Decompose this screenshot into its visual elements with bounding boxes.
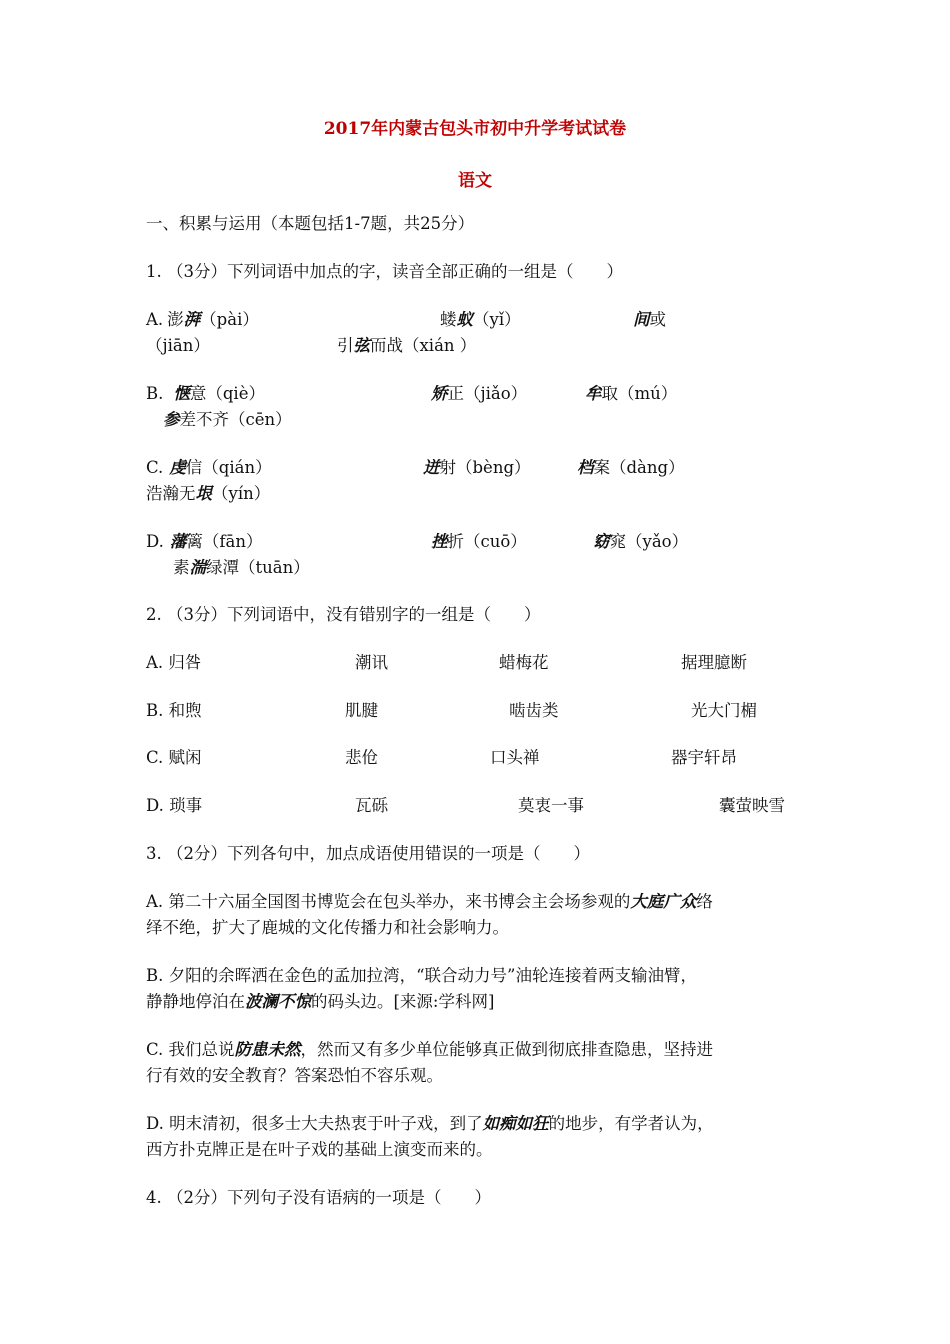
q2-option-c-4: 器宇轩昂 bbox=[671, 748, 737, 767]
q1-option-a-line1: A. 澎湃（pài） bbox=[146, 310, 259, 329]
q2-option-b-4: 光大门楣 bbox=[691, 701, 757, 720]
q1-option-b-word3: 牟取（mú） bbox=[585, 384, 678, 403]
q2-option-b-3: 啮齿类 bbox=[509, 701, 559, 720]
q3-option-a-line1: A. 第二十六届全国图书博览会在包头举办，来书博会主会场参观的大庭广众络 bbox=[146, 892, 713, 911]
q2-option-d-3: 莫衷一事 bbox=[518, 796, 584, 815]
q3-option-d-line2: 西方扑克牌正是在叶子戏的基础上演变而来的。 bbox=[146, 1140, 493, 1159]
q1-option-a-word4: 引弦而战（xián ） bbox=[337, 336, 477, 355]
q2-option-c-2: 悲伧 bbox=[345, 748, 378, 767]
page-subtitle: 语文 bbox=[458, 171, 492, 191]
q2-option-d-2: 瓦砾 bbox=[355, 796, 388, 815]
q2-option-a-4: 据理臆断 bbox=[681, 653, 747, 672]
q1-option-d-word3: 窈窕（yǎo） bbox=[593, 532, 689, 551]
q2-option-a-3: 蜡梅花 bbox=[499, 653, 549, 672]
q1-option-d-line2: 素湍绿潭（tuān） bbox=[173, 558, 310, 577]
q1-option-d-word2: 挫折（cuō） bbox=[431, 532, 527, 551]
q3-option-c-line2: 行有效的安全教育？答案恐怕不容乐观。 bbox=[146, 1066, 443, 1085]
q3-option-c-line1: C. 我们总说防患未然，然而又有多少单位能够真正做到彻底排查隐患，坚持进 bbox=[146, 1040, 714, 1059]
section-heading: 一、积累与运用（本题包括1-7题，共25分） bbox=[146, 214, 475, 233]
q2-option-a-1: A. 归咎 bbox=[146, 653, 202, 672]
q1-option-d-line1: D. 藩篱（fān） bbox=[146, 532, 263, 551]
q3-option-d-line1: D. 明末清初，很多士大夫热衷于叶子戏，到了如痴如狂的地步，有学者认为， bbox=[146, 1114, 714, 1133]
q4-stem: 4. （2分）下列句子没有语病的一项是（ ） bbox=[146, 1188, 491, 1207]
q2-option-c-3: 口头禅 bbox=[490, 748, 540, 767]
q2-option-b-2: 肌腱 bbox=[345, 701, 378, 720]
q1-option-b-line1: B. 惬意（qiè） bbox=[146, 384, 265, 403]
q1-option-a-word3: 间或 bbox=[633, 310, 666, 329]
q2-option-d-4: 囊萤映雪 bbox=[719, 796, 785, 815]
q1-option-c-line1: C. 虔信（qián） bbox=[146, 458, 272, 477]
page-title: 2017年内蒙古包头市初中升学考试试卷 bbox=[323, 119, 627, 139]
q1-option-c-line2: 浩瀚无垠（yín） bbox=[146, 484, 271, 503]
q1-option-b-line2: 参差不齐（cēn） bbox=[163, 410, 292, 429]
q1-option-a-line2: （jiān） bbox=[146, 336, 210, 355]
q3-option-b-line2: 静静地停泊在波澜不惊的码头边。[来源:学科网] bbox=[146, 992, 495, 1011]
q2-option-c-1: C. 赋闲 bbox=[146, 748, 202, 767]
q3-stem: 3. （2分）下列各句中，加点成语使用错误的一项是（ ） bbox=[146, 844, 590, 863]
q2-option-a-2: 潮讯 bbox=[355, 653, 388, 672]
q1-option-c-word3: 档案（dàng） bbox=[577, 458, 685, 477]
q1-option-a-word2: 蝼蚁（yǐ） bbox=[440, 310, 521, 329]
q1-option-c-word2: 迸射（bèng） bbox=[423, 458, 531, 477]
q2-stem: 2. （3分）下列词语中，没有错别字的一组是（ ） bbox=[146, 605, 541, 624]
q2-option-d-1: D. 琐事 bbox=[146, 796, 203, 815]
q2-option-b-1: B. 和煦 bbox=[146, 701, 202, 720]
q3-option-a-line2: 绎不绝，扩大了鹿城的文化传播力和社会影响力。 bbox=[146, 918, 509, 937]
q1-stem: 1. （3分）下列词语中加点的字，读音全部正确的一组是（ ） bbox=[146, 262, 623, 281]
q3-option-b-line1: B. 夕阳的余晖洒在金色的孟加拉湾，“联合动力号”油轮连接着两支输油臂， bbox=[146, 966, 697, 985]
q1-option-b-word2: 矫正（jiǎo） bbox=[431, 384, 528, 403]
